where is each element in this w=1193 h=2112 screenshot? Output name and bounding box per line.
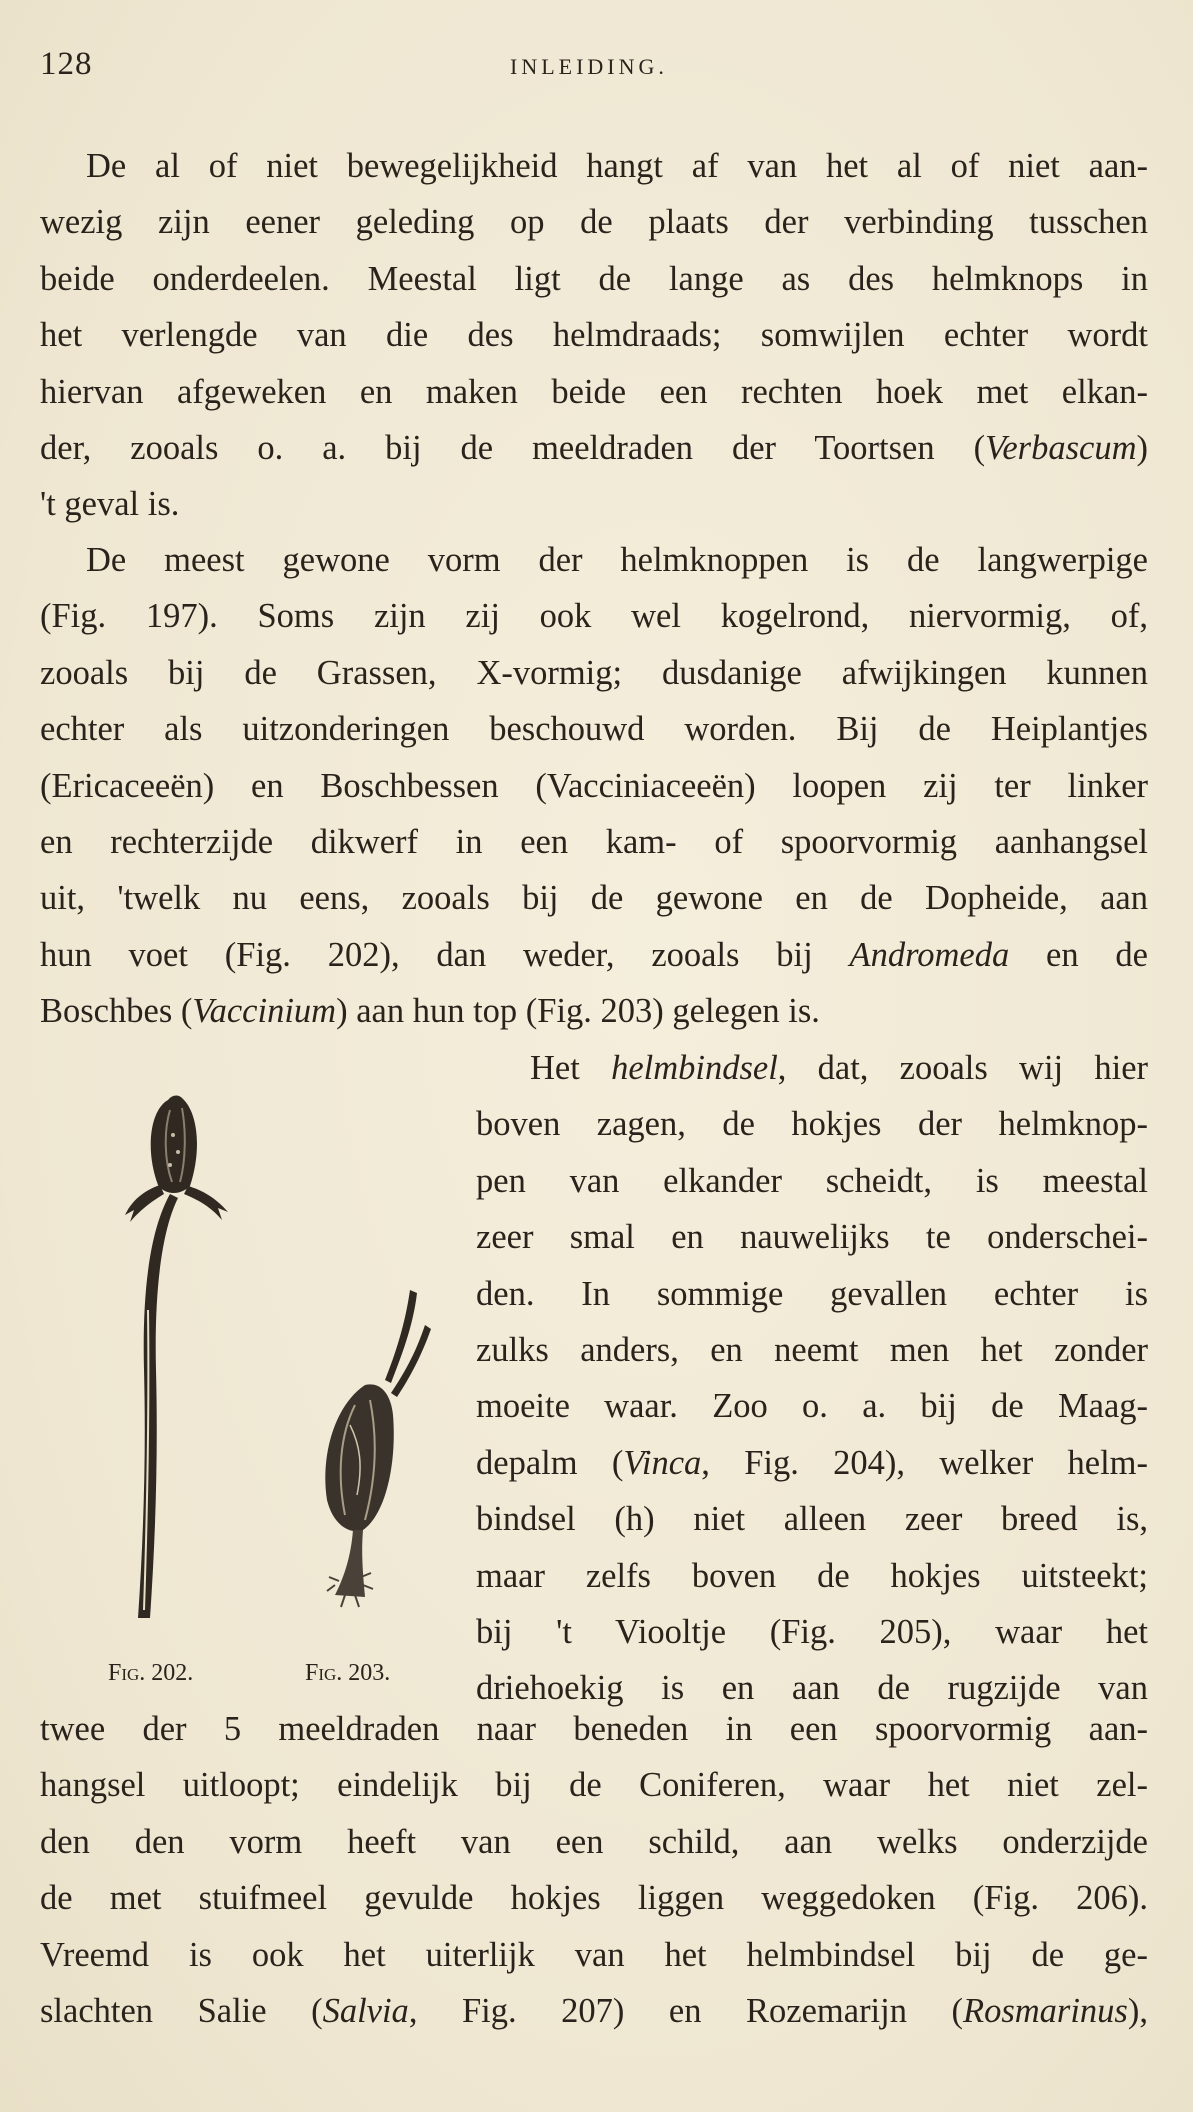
- text-line: [40, 420, 1148, 476]
- figure-caption-203: Fig. 203.: [305, 1660, 391, 1686]
- text-run: ): [1136, 428, 1148, 467]
- text-run: Boschbes (: [40, 992, 193, 1031]
- text-run: depalm (: [476, 1443, 624, 1482]
- text-line: zulks anders, en neemt men het zonder: [476, 1330, 1148, 1369]
- text-line: de met stuifmeel gevulde hokjes liggen weggedoken (Fig. 206).: [40, 1879, 1148, 1918]
- text-line: hiervan afgeweken en maken beide een rechten hoek met elkan-: [40, 372, 1148, 411]
- text-line: [40, 1983, 1148, 2039]
- text-line: driehoekig is en aan de rugzijde van: [476, 1669, 1148, 1708]
- text-line: moeite waar. Zoo o. a. bij de Maag-: [476, 1387, 1148, 1426]
- stamen-illustration-fig-202: [120, 1090, 260, 1630]
- text-run: hun voet (Fig. 202), dan weder, zooals bij: [40, 935, 850, 974]
- text-line: zooals bij de Grassen, X-vormig; dusdanige afwijkingen kunnen: [40, 653, 1148, 692]
- text-line: wezig zijn eener geleding op de plaats der verbinding tusschen: [40, 203, 1148, 242]
- text-line: twee der 5 meeldraden naar beneden in een spoorvormig aan-: [40, 1710, 1148, 1748]
- text-run: slachten Salie (: [40, 1991, 323, 2030]
- text-line: (Fig. 197). Soms zijn zij ook wel kogelrond, niervormig, of,: [40, 597, 1148, 636]
- text-line: (Ericaceeën) en Boschbessen (Vacciniaceeën) loopen zij ter linker: [40, 766, 1148, 805]
- text-line: [40, 927, 1148, 983]
- text-line: echter als uitzonderingen beschouwd worden. Bij de Heiplantjes: [40, 710, 1148, 749]
- text-run: ) aan hun top (Fig. 203) gelegen is.: [336, 992, 820, 1031]
- paragraph-4: [40, 1701, 1148, 2039]
- text-run: , dat, zooals wij hier: [777, 1049, 1148, 1087]
- text-run: der, zooals o. a. bij de meeldraden der Toortsen (: [40, 428, 986, 467]
- text-line: De meest gewone vorm der helmknoppen is de langwerpige: [86, 541, 1148, 579]
- paragraph-1: [40, 138, 1148, 533]
- paragraph-2: [40, 532, 1148, 1040]
- text-run: , Fig. 204), welker helm-: [701, 1443, 1148, 1482]
- figure-block: [100, 1085, 470, 1695]
- running-title: INLEIDING.: [510, 54, 668, 79]
- text-line: zeer smal en nauwelijks te onderschei-: [476, 1218, 1148, 1257]
- paragraph-3: [476, 1040, 1148, 1717]
- text-line: De al of niet bewegelijkheid hangt af van het al of niet aan-: [86, 147, 1148, 185]
- italic-term: Rosmarinus: [963, 1991, 1128, 2030]
- page-number: 128: [40, 46, 93, 82]
- text-line: en rechterzijde dikwerf in een kam- of spoorvormig aanhangsel: [40, 822, 1148, 861]
- text-run: Het: [530, 1049, 612, 1087]
- text-run: , Fig. 207) en Rozemarijn (: [408, 1991, 963, 2030]
- text-line: uit, 'twelk nu eens, zooals bij de gewone en de Dopheide, aan: [40, 879, 1148, 918]
- running-head: [40, 46, 1160, 96]
- italic-term: helmbindsel: [611, 1049, 778, 1087]
- text-line: [476, 1040, 1148, 1096]
- text-run: ),: [1127, 1991, 1148, 2030]
- italic-term: Vinca: [623, 1443, 702, 1482]
- italic-term: Vaccinium: [192, 992, 337, 1031]
- text-line: den. In sommige gevallen echter is: [476, 1274, 1148, 1313]
- text-line: [476, 1435, 1148, 1491]
- text-line: pen van elkander scheidt, is meestal: [476, 1161, 1148, 1200]
- text-line: beide onderdeelen. Meestal ligt de lange as des helmknops in: [40, 259, 1148, 298]
- italic-term: Salvia: [322, 1991, 409, 2030]
- figure-caption-202: Fig. 202.: [108, 1660, 194, 1686]
- text-line: 't geval is.: [40, 485, 180, 524]
- italic-term: Verbascum: [985, 428, 1137, 467]
- text-line: hangsel uitloopt; eindelijk bij de Coniferen, waar het niet zel-: [40, 1766, 1148, 1805]
- text-line: Vreemd is ook het uiterlijk van het helmbindsel bij de ge-: [40, 1935, 1148, 1974]
- italic-term: Andromeda: [849, 935, 1010, 974]
- text-line: [40, 983, 1148, 1039]
- text-line: bindsel (h) niet alleen zeer breed is,: [476, 1500, 1148, 1539]
- text-line: boven zagen, de hokjes der helmknop-: [476, 1105, 1148, 1144]
- text-line: maar zelfs boven de hokjes uitsteekt;: [476, 1556, 1148, 1595]
- stamen-illustration-fig-203: [305, 1285, 445, 1615]
- text-line: bij 't Viooltje (Fig. 205), waar het: [476, 1612, 1148, 1651]
- text-run: en de: [1009, 935, 1148, 974]
- text-line: den den vorm heeft van een schild, aan welks onderzijde: [40, 1822, 1148, 1861]
- text-line: het verlengde van die des helmdraads; somwijlen echter wordt: [40, 316, 1148, 355]
